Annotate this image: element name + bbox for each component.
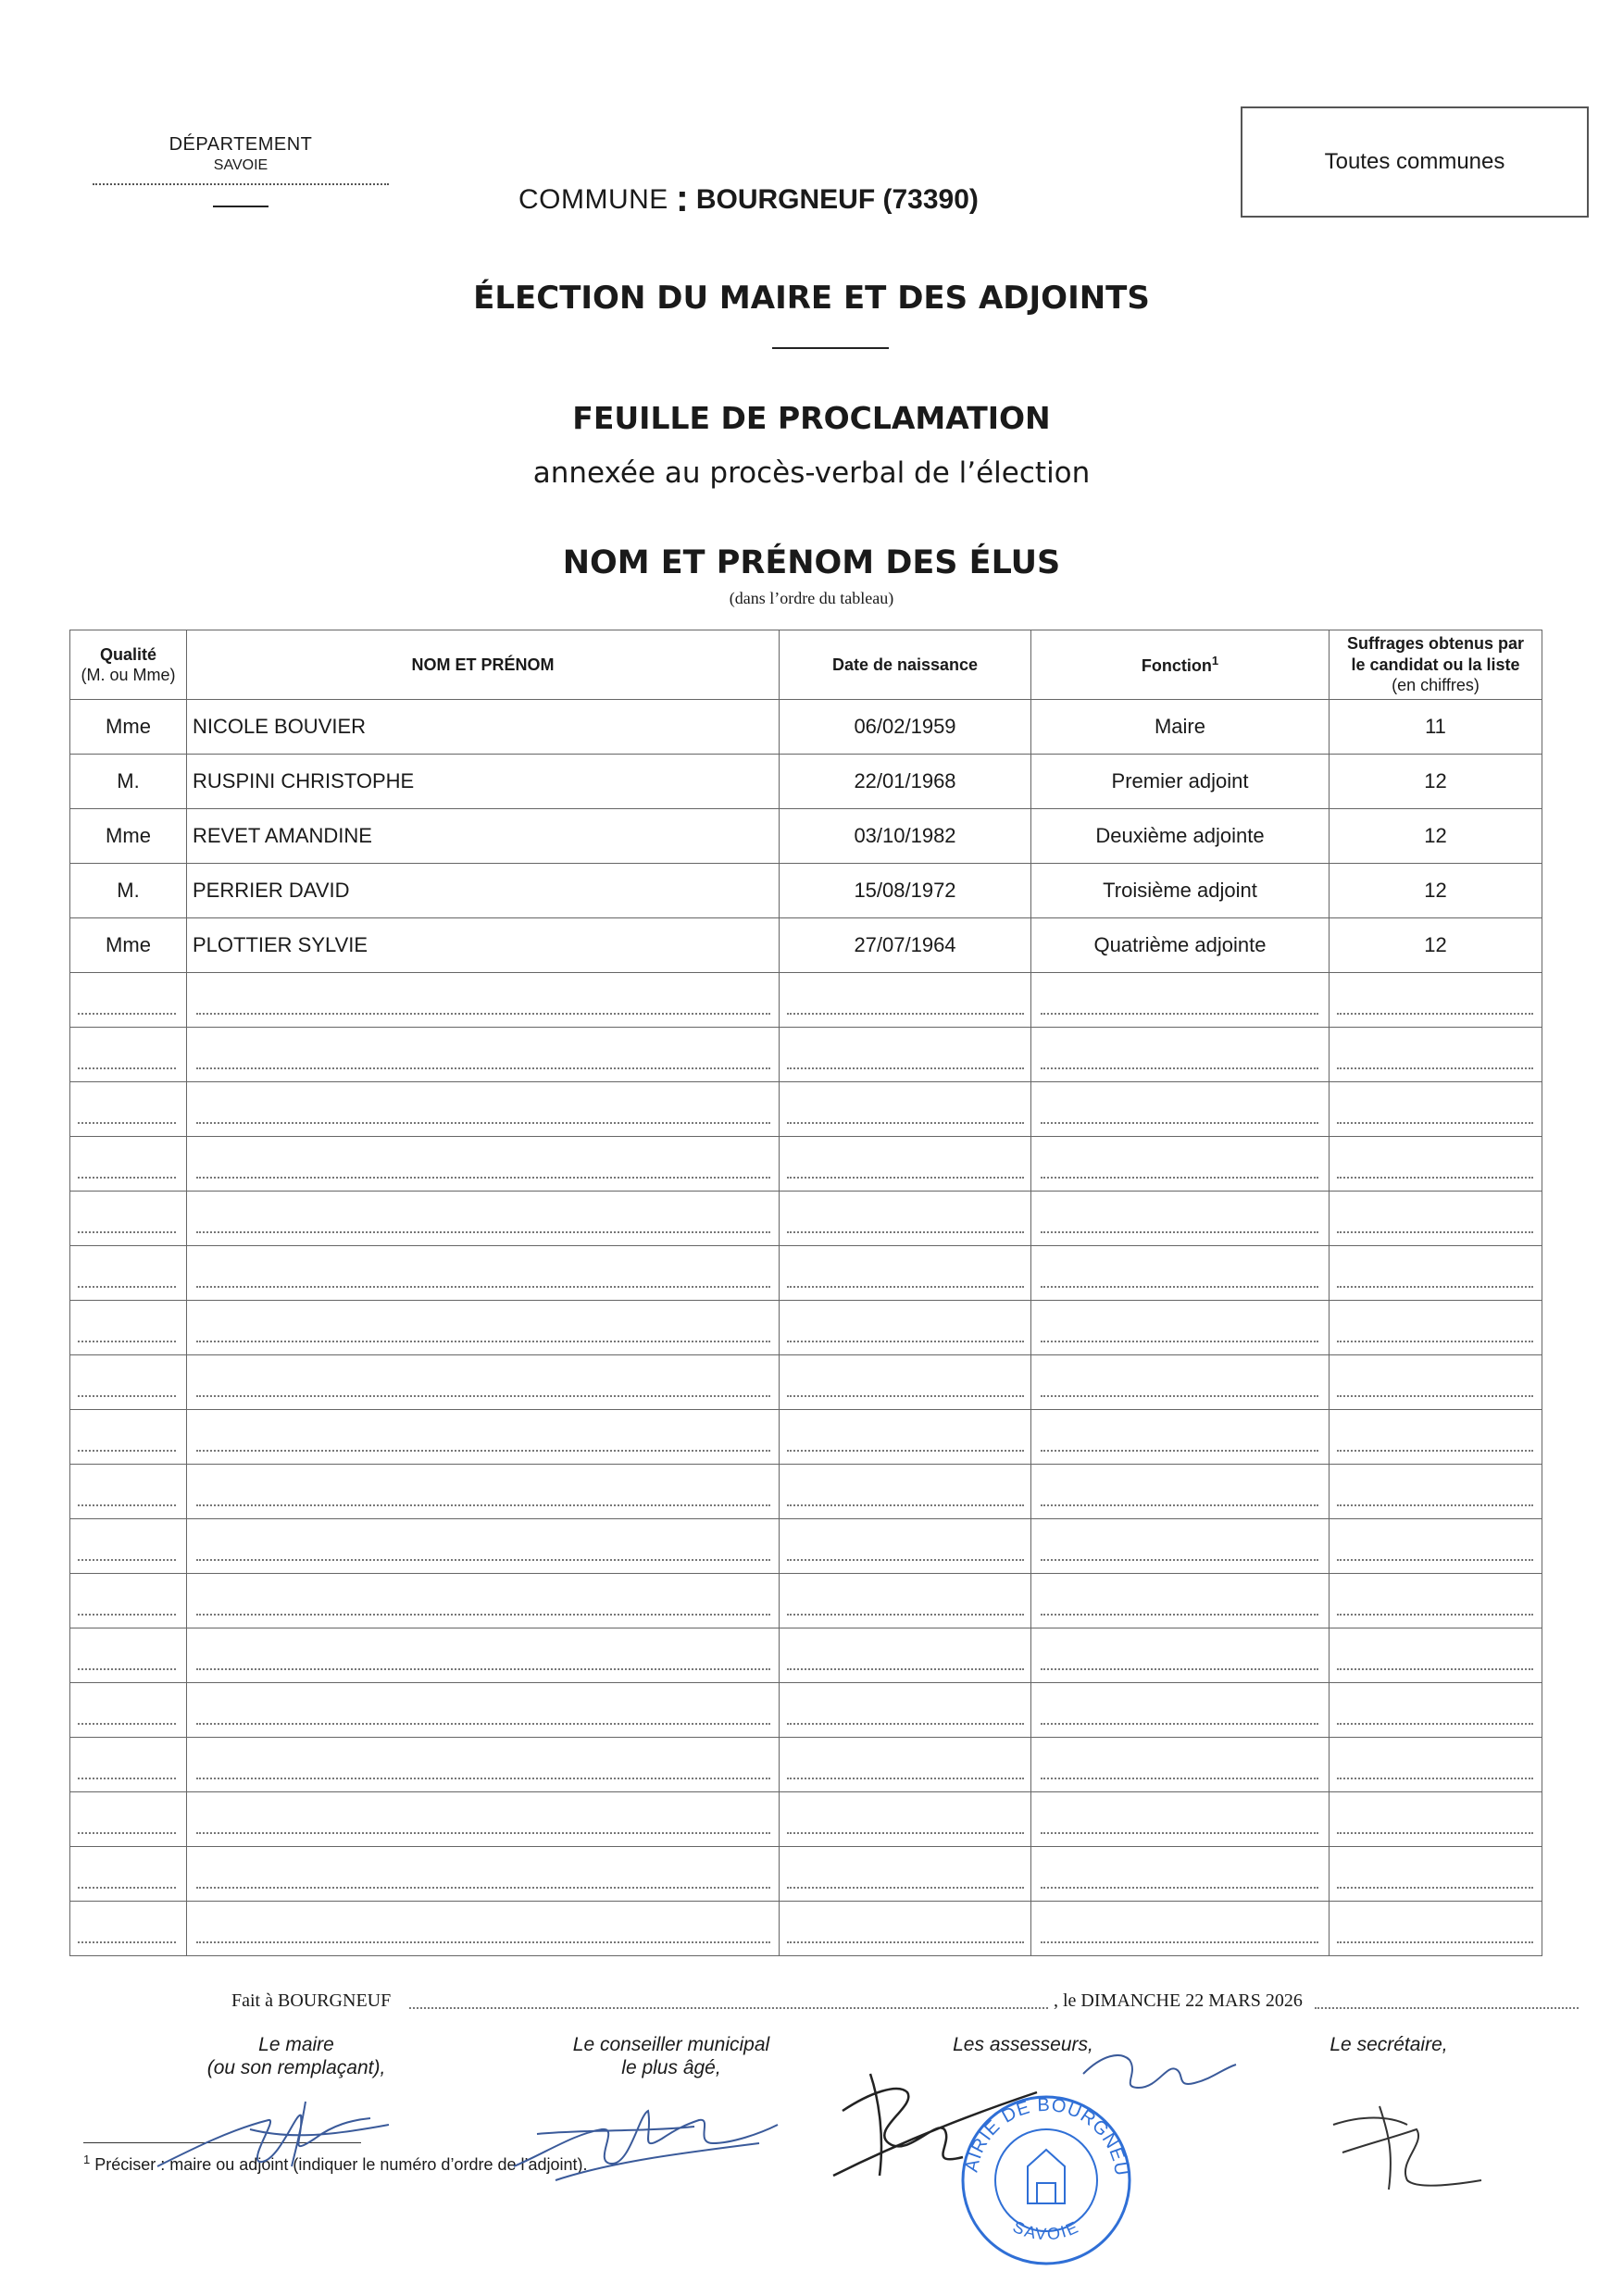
nom-prenom-title: NOM ET PRÉNOM DES ÉLUS <box>562 544 1061 581</box>
departement-value: SAVOIE <box>213 157 268 173</box>
dotted-line <box>1041 1614 1318 1616</box>
sign-conseiller-line2: le plus âgé, <box>621 2057 721 2079</box>
dotted-line <box>196 1832 770 1834</box>
cell-nom: RUSPINI CHRISTOPHE <box>187 755 780 809</box>
dotted-line <box>1337 1668 1533 1670</box>
cell-suffrages-blank <box>1330 1902 1542 1956</box>
cell-date-blank <box>780 1847 1031 1902</box>
table-row-blank <box>70 973 1542 1028</box>
cell-suffrages-blank <box>1330 1246 1542 1301</box>
dotted-line <box>1337 1614 1533 1616</box>
dotted-line <box>196 1941 770 1943</box>
dotted-line <box>78 1941 176 1943</box>
dotted-line <box>1337 1177 1533 1179</box>
cell-nom-blank <box>187 1246 780 1301</box>
cell-fonction-blank <box>1031 1574 1330 1628</box>
cell-qualite: Mme <box>70 918 187 973</box>
stamp-emblem <box>1028 2150 1065 2203</box>
title-divider <box>772 347 889 349</box>
dotted-line <box>1041 1177 1318 1179</box>
table-row-blank <box>70 1902 1542 1956</box>
cell-fonction-blank <box>1031 1246 1330 1301</box>
table-row <box>70 755 1542 809</box>
cell-qualite-blank <box>70 1301 187 1355</box>
header-fonction <box>1031 630 1330 700</box>
dotted-line <box>787 1122 1024 1124</box>
table-row-blank <box>70 1246 1542 1301</box>
signature-maire <box>139 2074 417 2185</box>
cell-fonction: Maire <box>1031 700 1330 755</box>
cell-date-blank <box>780 1192 1031 1246</box>
cell-nom: NICOLE BOUVIER <box>187 700 780 755</box>
cell-date-blank <box>780 1683 1031 1738</box>
cell-suffrages-blank <box>1330 1301 1542 1355</box>
sign-conseiller-line1: Le conseiller municipal <box>572 2034 770 2055</box>
cell-date: 03/10/1982 <box>780 809 1031 864</box>
sign-maire-line1: Le maire <box>258 2034 334 2055</box>
cell-nom-blank <box>187 1192 780 1246</box>
cell-suffrages-blank <box>1330 1683 1542 1738</box>
cell-date-blank <box>780 1574 1031 1628</box>
dotted-line <box>196 1341 770 1342</box>
table-row-blank <box>70 1683 1542 1738</box>
dotted-line <box>787 1013 1024 1015</box>
cell-fonction: Deuxième adjointe <box>1031 809 1330 864</box>
header-qualite <box>70 630 187 700</box>
ordre-note: (dans l’ordre du tableau) <box>729 589 894 607</box>
dotted-line <box>1337 1832 1533 1834</box>
table-row-blank <box>70 1355 1542 1410</box>
cell-qualite-blank <box>70 1628 187 1683</box>
signature-secretaire <box>1315 2088 1500 2199</box>
cell-date-blank <box>780 1355 1031 1410</box>
dotted-line <box>196 1286 770 1288</box>
cell-nom-blank <box>187 1628 780 1683</box>
commune-value: BOURGNEUF (73390) <box>695 184 979 215</box>
dotted-line <box>787 1941 1024 1943</box>
cell-date-blank <box>780 1465 1031 1519</box>
dotted-line <box>787 1341 1024 1342</box>
dotted-line <box>78 1778 176 1779</box>
cell-suffrages-blank <box>1330 1082 1542 1137</box>
cell-suffrages: 12 <box>1330 918 1542 973</box>
dotted-line <box>78 1559 176 1561</box>
cell-suffrages-blank <box>1330 1628 1542 1683</box>
dotted-line <box>78 1122 176 1124</box>
signature-label-conseiller <box>537 2033 805 2079</box>
cell-fonction-blank <box>1031 1028 1330 1082</box>
cell-suffrages-blank <box>1330 1410 1542 1465</box>
table-row-blank <box>70 1301 1542 1355</box>
cell-suffrages: 12 <box>1330 864 1542 918</box>
signature-label-maire <box>167 2033 426 2079</box>
dotted-line <box>78 1723 176 1725</box>
dotted-line <box>78 1395 176 1397</box>
dotted-line <box>1337 1559 1533 1561</box>
dotted-line <box>787 1723 1024 1725</box>
cell-fonction-blank <box>1031 1738 1330 1792</box>
cell-nom-blank <box>187 1683 780 1738</box>
cell-date-blank <box>780 1792 1031 1847</box>
elus-table <box>69 630 1542 1956</box>
cell-nom-blank <box>187 1738 780 1792</box>
cell-qualite-blank <box>70 1847 187 1902</box>
cell-nom-blank <box>187 1137 780 1192</box>
cell-fonction-blank <box>1031 1301 1330 1355</box>
dotted-line <box>78 1067 176 1069</box>
cell-qualite-blank <box>70 1683 187 1738</box>
cell-nom-blank <box>187 1028 780 1082</box>
dotted-line <box>196 1614 770 1616</box>
dotted-line <box>1337 1504 1533 1506</box>
dotted-line <box>196 1067 770 1069</box>
table-row-blank <box>70 1628 1542 1683</box>
cell-suffrages: 12 <box>1330 755 1542 809</box>
sign-maire-line2: (ou son remplaçant), <box>206 2057 386 2079</box>
cell-date-blank <box>780 1902 1031 1956</box>
dotted-line <box>196 1231 770 1233</box>
dotted-line <box>1337 1450 1533 1452</box>
dotted-line <box>1041 1341 1318 1342</box>
stamp-arc-top: MAIRIE DE BOURGNEUF <box>941 2058 1132 2178</box>
table-body <box>70 700 1542 1956</box>
dotted-line <box>93 183 389 185</box>
cell-suffrages-blank <box>1330 1137 1542 1192</box>
cell-suffrages-blank <box>1330 1847 1542 1902</box>
cell-nom-blank <box>187 1574 780 1628</box>
stamp-inner-ring <box>995 2129 1097 2231</box>
dotted-line <box>1337 1723 1533 1725</box>
cell-date-blank <box>780 1628 1031 1683</box>
dotted-line <box>78 1504 176 1506</box>
dotted-line <box>1041 1067 1318 1069</box>
cell-date-blank <box>780 973 1031 1028</box>
dotted-line <box>1337 1395 1533 1397</box>
cell-nom-blank <box>187 1355 780 1410</box>
cell-date: 06/02/1959 <box>780 700 1031 755</box>
cell-fonction-blank <box>1031 1683 1330 1738</box>
divider <box>213 206 268 207</box>
cell-suffrages-blank <box>1330 1355 1542 1410</box>
stamp-bottom-text <box>1010 2217 1082 2244</box>
dotted-line <box>1041 1723 1318 1725</box>
cell-nom: PLOTTIER SYLVIE <box>187 918 780 973</box>
feuille-title: FEUILLE DE PROCLAMATION <box>572 400 1051 436</box>
departement-label: DÉPARTEMENT <box>169 134 313 155</box>
cell-date-blank <box>780 1301 1031 1355</box>
cell-nom-blank <box>187 1792 780 1847</box>
table-row-blank <box>70 1519 1542 1574</box>
election-title: ÉLECTION DU MAIRE ET DES ADJOINTS <box>473 280 1150 317</box>
cell-nom-blank <box>187 1082 780 1137</box>
cell-qualite: M. <box>70 755 187 809</box>
cell-qualite-blank <box>70 1246 187 1301</box>
dotted-line <box>196 1668 770 1670</box>
dotted-line <box>1041 1668 1318 1670</box>
cell-suffrages-blank <box>1330 1738 1542 1792</box>
dotted-line <box>78 1231 176 1233</box>
fait-a: Fait à BOURGNEUF <box>231 1990 392 2011</box>
cell-date-blank <box>780 1246 1031 1301</box>
dotted-line <box>196 1723 770 1725</box>
dotted-line <box>787 1614 1024 1616</box>
dotted-line <box>78 1832 176 1834</box>
header-suffrages-line1: Suffrages obtenus par <box>1346 634 1525 654</box>
dotted-line <box>787 1395 1024 1397</box>
signature-label-assesseurs: Les assesseurs, <box>953 2034 1093 2055</box>
cell-qualite-blank <box>70 1738 187 1792</box>
cell-fonction-blank <box>1031 973 1330 1028</box>
departement-block <box>83 134 398 207</box>
cell-date: 15/08/1972 <box>780 864 1031 918</box>
cell-fonction-blank <box>1031 1082 1330 1137</box>
dotted-line <box>787 1559 1024 1561</box>
cell-fonction-blank <box>1031 1465 1330 1519</box>
toutes-communes-box: Toutes communes <box>1241 106 1589 218</box>
cell-fonction-blank <box>1031 1192 1330 1246</box>
cell-fonction-blank <box>1031 1410 1330 1465</box>
dotted-line <box>787 1067 1024 1069</box>
cell-nom: PERRIER DAVID <box>187 864 780 918</box>
dotted-line <box>78 1177 176 1179</box>
cell-date-blank <box>780 1738 1031 1792</box>
dotted-line <box>1337 1887 1533 1889</box>
dotted-line <box>787 1286 1024 1288</box>
dotted-line <box>1337 1067 1533 1069</box>
signature-conseiller <box>500 2078 796 2190</box>
table-row <box>70 809 1542 864</box>
dotted-line <box>1041 1941 1318 1943</box>
cell-qualite-blank <box>70 1902 187 1956</box>
cell-nom-blank <box>187 973 780 1028</box>
cell-suffrages-blank <box>1330 1465 1542 1519</box>
dotted-line <box>1041 1887 1318 1889</box>
dotted-line <box>1041 1013 1318 1015</box>
header-suffrages-line2: le candidat ou la liste <box>1351 655 1520 674</box>
dotted-line <box>1337 1778 1533 1779</box>
dotted-line <box>196 1778 770 1779</box>
dotted-line <box>78 1013 176 1015</box>
cell-qualite-blank <box>70 973 187 1028</box>
dotted-line <box>196 1887 770 1889</box>
dotted-line <box>1041 1395 1318 1397</box>
cell-date-blank <box>780 1137 1031 1192</box>
table-row-blank <box>70 1574 1542 1628</box>
dotted-line <box>1337 1231 1533 1233</box>
table-row-blank <box>70 1792 1542 1847</box>
cell-qualite-blank <box>70 1192 187 1246</box>
cell-qualite: Mme <box>70 700 187 755</box>
cell-suffrages-blank <box>1330 1519 1542 1574</box>
dotted-line <box>78 1450 176 1452</box>
cell-date-blank <box>780 1082 1031 1137</box>
cell-fonction: Troisième adjoint <box>1031 864 1330 918</box>
dotted-line <box>196 1450 770 1452</box>
stamp-arc-bottom: SAVOIE <box>1009 2216 1083 2244</box>
dotted-line <box>78 1341 176 1342</box>
table-row-blank <box>70 1137 1542 1192</box>
cell-date-blank <box>780 1028 1031 1082</box>
table-header-row <box>70 630 1542 700</box>
dotted-line <box>1041 1778 1318 1779</box>
cell-suffrages-blank <box>1330 1028 1542 1082</box>
cell-date: 22/01/1968 <box>780 755 1031 809</box>
dotted-line <box>196 1013 770 1015</box>
dotted-line <box>787 1177 1024 1179</box>
table-row-blank <box>70 1082 1542 1137</box>
dotted-line <box>196 1559 770 1561</box>
cell-date-blank <box>780 1519 1031 1574</box>
cell-nom-blank <box>187 1902 780 1956</box>
cell-fonction-blank <box>1031 1137 1330 1192</box>
cell-fonction-blank <box>1031 1902 1330 1956</box>
cell-fonction-blank <box>1031 1792 1330 1847</box>
dotted-line <box>1041 1559 1318 1561</box>
cell-qualite-blank <box>70 1792 187 1847</box>
cell-suffrages-blank <box>1330 1792 1542 1847</box>
cell-nom-blank <box>187 1519 780 1574</box>
header-suffrages <box>1330 630 1542 700</box>
dotted-line <box>1041 1286 1318 1288</box>
cell-qualite-blank <box>70 1082 187 1137</box>
cell-qualite: Mme <box>70 809 187 864</box>
cell-qualite-blank <box>70 1028 187 1082</box>
cell-date: 27/07/1964 <box>780 918 1031 973</box>
annexee-subtitle: annexée au procès-verbal de l’élection <box>532 456 1091 490</box>
footnote-ref: 1 <box>1211 653 1219 668</box>
dotted-line <box>196 1177 770 1179</box>
cell-fonction: Quatrième adjointe <box>1031 918 1330 973</box>
table-row <box>70 864 1542 918</box>
dotted-line <box>196 1504 770 1506</box>
table-row-blank <box>70 1028 1542 1082</box>
cell-suffrages-blank <box>1330 1192 1542 1246</box>
dotted-line <box>1337 1013 1533 1015</box>
dotted-line <box>1041 1122 1318 1124</box>
dotted-line <box>1337 1341 1533 1342</box>
cell-qualite-blank <box>70 1355 187 1410</box>
dotted-line <box>787 1504 1024 1506</box>
table-row-blank <box>70 1847 1542 1902</box>
table-row <box>70 918 1542 973</box>
dotted-line <box>196 1395 770 1397</box>
dotted-line <box>787 1668 1024 1670</box>
header-qualite-sub: (M. ou Mme) <box>81 666 176 684</box>
mairie-stamp <box>941 2058 1143 2268</box>
cell-nom-blank <box>187 1465 780 1519</box>
cell-qualite-blank <box>70 1137 187 1192</box>
table-row-blank <box>70 1738 1542 1792</box>
cell-nom-blank <box>187 1301 780 1355</box>
cell-fonction: Premier adjoint <box>1031 755 1330 809</box>
dotted-line <box>787 1778 1024 1779</box>
dotted-line <box>1337 1122 1533 1124</box>
cell-suffrages: 12 <box>1330 809 1542 864</box>
header-date: Date de naissance <box>780 630 1031 700</box>
cell-suffrages: 11 <box>1330 700 1542 755</box>
table-row-blank <box>70 1410 1542 1465</box>
dotted-line <box>1041 1450 1318 1452</box>
cell-suffrages-blank <box>1330 1574 1542 1628</box>
dotted-line <box>787 1231 1024 1233</box>
date-line: , le DIMANCHE 22 MARS 2026 <box>1054 1990 1303 2011</box>
header-suffrages-sub: (en chiffres) <box>1392 676 1479 695</box>
commune-line <box>518 176 1111 220</box>
dotted-line <box>78 1887 176 1889</box>
dotted-line <box>1337 1941 1533 1943</box>
dotted-line <box>787 1832 1024 1834</box>
dotted-line <box>78 1286 176 1288</box>
cell-nom-blank <box>187 1410 780 1465</box>
cell-nom-blank <box>187 1847 780 1902</box>
header-qualite-label: Qualité <box>99 644 156 664</box>
dotted-line <box>196 1122 770 1124</box>
dotted-line <box>787 1887 1024 1889</box>
dotted-line <box>1337 1286 1533 1288</box>
cell-qualite-blank <box>70 1410 187 1465</box>
cell-suffrages-blank <box>1330 973 1542 1028</box>
cell-fonction-blank <box>1031 1847 1330 1902</box>
dotted-line <box>787 1450 1024 1452</box>
header-nom: NOM ET PRÉNOM <box>187 630 780 700</box>
table-row-blank <box>70 1192 1542 1246</box>
cell-fonction-blank <box>1031 1628 1330 1683</box>
cell-qualite-blank <box>70 1465 187 1519</box>
cell-nom: REVET AMANDINE <box>187 809 780 864</box>
cell-qualite-blank <box>70 1519 187 1574</box>
dotted-line <box>1315 2007 1579 2009</box>
dotted-line <box>78 1614 176 1616</box>
dotted-line <box>409 2007 1048 2009</box>
dotted-line <box>1041 1231 1318 1233</box>
header-fonction-label: Fonction <box>1141 655 1212 675</box>
table-row-blank <box>70 1465 1542 1519</box>
dotted-line <box>1041 1504 1318 1506</box>
cell-fonction-blank <box>1031 1355 1330 1410</box>
signature-label-secretaire: Le secrétaire, <box>1330 2034 1448 2055</box>
table-row <box>70 700 1542 755</box>
cell-qualite: M. <box>70 864 187 918</box>
footnote-text: Préciser : maire ou adjoint (indiquer le numéro d’ordre de l’adjoint). <box>94 2155 588 2174</box>
cell-fonction-blank <box>1031 1519 1330 1574</box>
commune-colon: : <box>675 176 689 219</box>
footnote-number: 1 <box>83 2152 91 2166</box>
dotted-line <box>1041 1832 1318 1834</box>
cell-date-blank <box>780 1410 1031 1465</box>
dotted-line <box>78 1668 176 1670</box>
commune-label: COMMUNE <box>518 184 668 215</box>
cell-qualite-blank <box>70 1574 187 1628</box>
